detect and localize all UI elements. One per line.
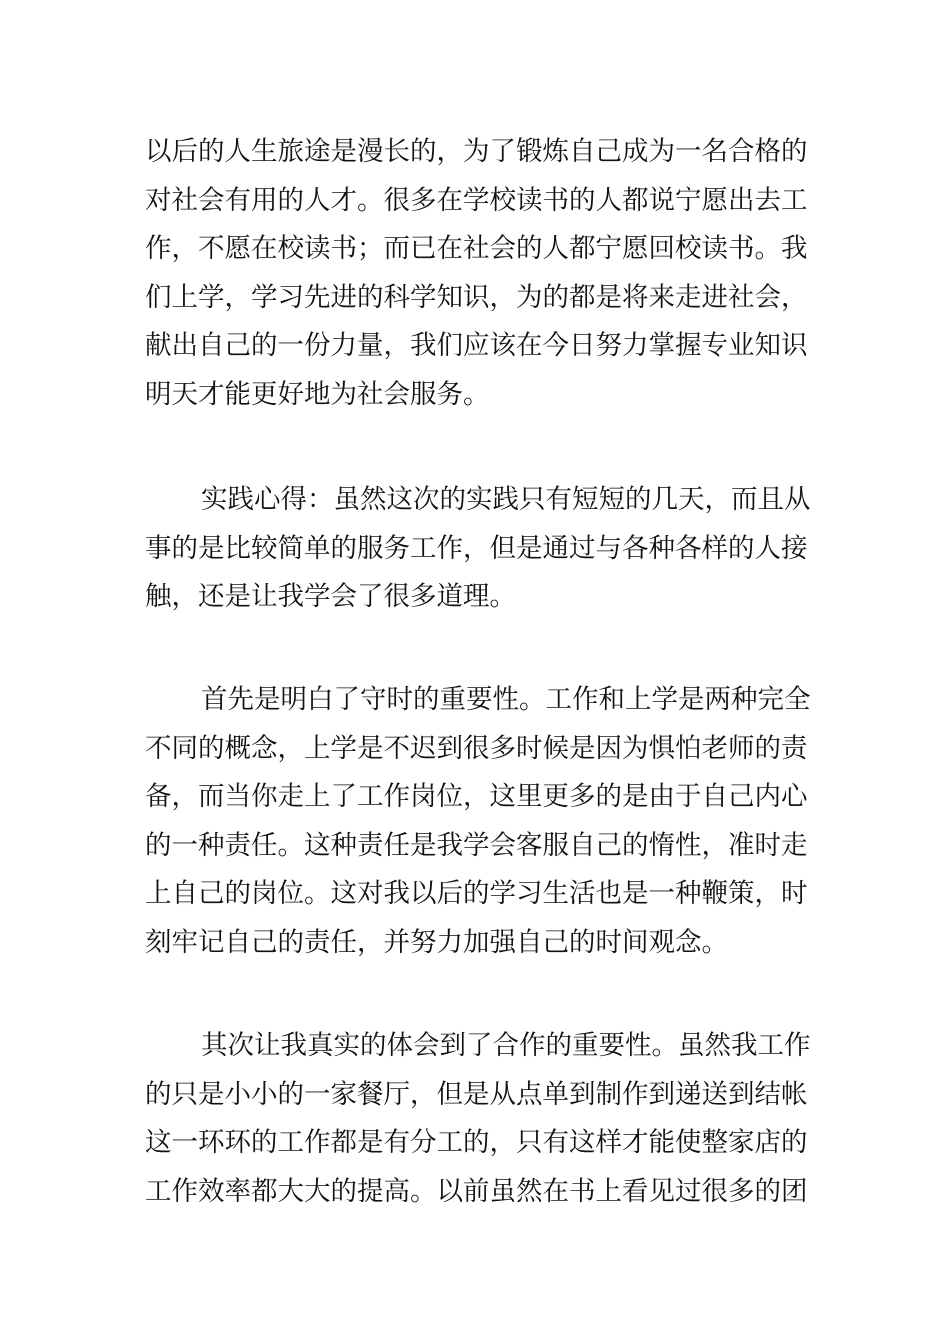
text-line: 对社会有用的人才。很多在学校读书的人都说宁愿出去工 — [145, 184, 808, 216]
text-line: 以后的人生旅途是漫长的，为了锻炼自己成为一名合格的 — [145, 136, 808, 167]
text-line: 献出自己的一份力量，我们应该在今日努力掌握专业知识 — [145, 330, 808, 361]
text-line: 事的是比较简单的服务工作，但是通过与各种各样的人接 — [145, 532, 808, 564]
text-line: 作，不愿在校读书；而已在社会的人都宁愿回校读书。我 — [145, 233, 808, 264]
text-line: 上自己的岗位。这对我以后的学习生活也是一种鞭策，时 — [145, 878, 808, 909]
text-line: 其次让我真实的体会到了合作的重要性。虽然我工作 — [201, 1030, 811, 1061]
text-line: 这一环环的工作都是有分工的，只有这样才能使整家店的 — [145, 1127, 808, 1158]
text-line: 触，还是让我学会了很多道理。 — [145, 581, 516, 612]
text-line: 明天才能更好地为社会服务。 — [145, 378, 490, 410]
paragraph-3 — [145, 676, 811, 967]
paragraph-1 — [145, 128, 807, 419]
text-line: 工作效率都大大的提高。以前虽然在书上看见过很多的团 — [145, 1175, 808, 1207]
text-line: 备，而当你走上了工作岗位，这里更多的是由于自己内心 — [145, 781, 808, 812]
text-line: 实践心得：虽然这次的实践只有短短的几天，而且从 — [201, 484, 811, 515]
paragraph-2 — [145, 476, 811, 622]
text-line: 们上学，学习先进的科学知识，为的都是将来走进社会， — [145, 281, 808, 313]
text-line: 首先是明白了守时的重要性。工作和上学是两种完全 — [201, 684, 811, 715]
text-line: 不同的概念，上学是不迟到很多时候是因为惧怕老师的责 — [145, 732, 808, 764]
text-line: 的一种责任。这种责任是我学会客服自己的惰性，准时走 — [145, 829, 808, 861]
text-line: 的只是小小的一家餐厅，但是从点单到制作到递送到结帐 — [145, 1078, 808, 1110]
paragraph-4 — [145, 1022, 811, 1216]
text-line: 刻牢记自己的责任，并努力加强自己的时间观念。 — [145, 926, 728, 958]
